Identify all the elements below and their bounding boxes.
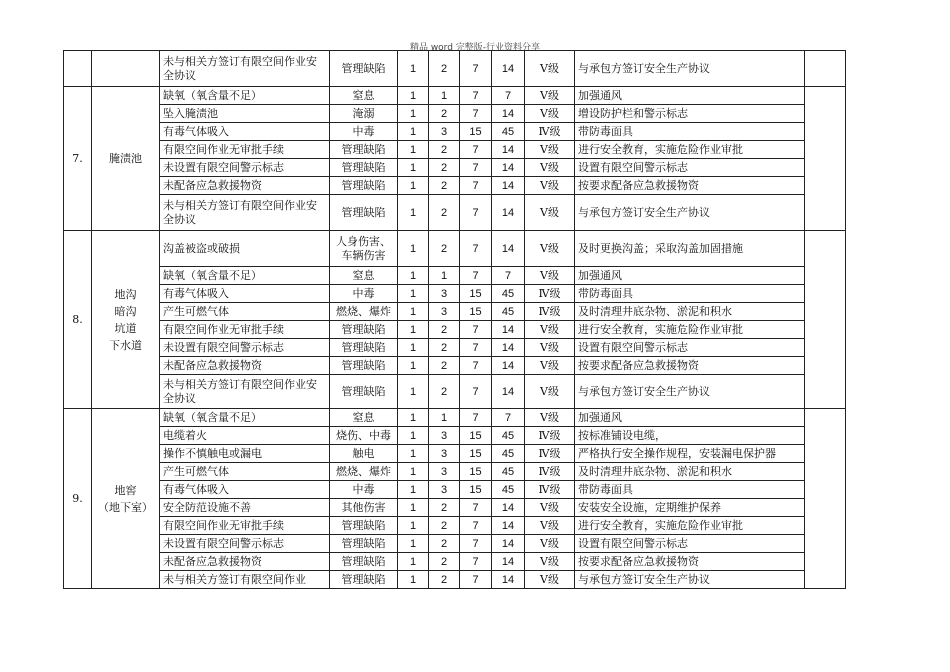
table-row [64,517,846,535]
e-value-cell: 1 [429,409,460,427]
e-value-cell: 2 [429,339,460,357]
risk-level-cell: Ⅴ级 [525,357,575,375]
table-row [64,535,846,553]
e-value-cell: 2 [429,177,460,195]
e-value-cell: 2 [429,553,460,571]
l-value-cell: 1 [398,499,429,517]
c-value-cell: 7 [460,105,492,123]
risk-level-cell: Ⅴ级 [525,499,575,517]
hazard-cell: 缺氧（氧含量不足） [160,267,330,285]
l-value-cell: 1 [398,267,429,285]
page-header: 精品 word 完整版-行业资料分享 [409,43,541,53]
risk-level-cell: Ⅴ级 [525,267,575,285]
hazard-cell: 未配备应急救援物资 [160,553,330,571]
control-measure-cell: 带防毒面具 [575,285,805,303]
item-number-cell: 8. [64,231,92,409]
risk-level-cell: Ⅳ级 [525,445,575,463]
hazard-cell: 电缆着火 [160,427,330,445]
control-measure-cell: 及时更换沟盖；采取沟盖加固措施 [575,231,805,267]
table-row [64,87,846,105]
accident-type-cell: 燃烧、爆炸 [330,463,398,481]
table-row [64,231,846,267]
table-row [64,303,846,321]
hazard-cell: 缺氧（氧含量不足） [160,87,330,105]
control-measure-cell: 与承包方签订安全生产协议 [575,571,805,589]
d-value-cell: 45 [492,285,525,303]
e-value-cell: 2 [429,51,460,87]
control-measure-cell: 设置有限空间警示标志 [575,159,805,177]
e-value-cell: 2 [429,357,460,375]
risk-level-cell: Ⅴ级 [525,177,575,195]
accident-type-cell: 管理缺陷 [330,375,398,409]
item-number-cell [64,51,92,87]
table-row [64,285,846,303]
remarks-cell [805,231,846,409]
e-value-cell: 2 [429,571,460,589]
hazard-cell: 未与相关方签订有限空间作业安全协议 [160,375,330,409]
d-value-cell: 45 [492,463,525,481]
control-measure-cell: 带防毒面具 [575,481,805,499]
d-value-cell: 7 [492,267,525,285]
risk-level-cell: Ⅳ级 [525,481,575,499]
accident-type-cell: 窒息 [330,87,398,105]
d-value-cell: 45 [492,303,525,321]
accident-type-cell: 管理缺陷 [330,357,398,375]
accident-type-cell: 中毒 [330,123,398,141]
c-value-cell: 15 [460,303,492,321]
c-value-cell: 7 [460,553,492,571]
risk-level-cell: Ⅴ级 [525,105,575,123]
location-cell: 地窖 （地下室） [92,409,160,589]
e-value-cell: 2 [429,195,460,231]
l-value-cell: 1 [398,51,429,87]
accident-type-cell: 淹溺 [330,105,398,123]
l-value-cell: 1 [398,303,429,321]
hazard-cell: 操作不慎触电或漏电 [160,445,330,463]
control-measure-cell: 按要求配备应急救援物资 [575,553,805,571]
c-value-cell: 7 [460,141,492,159]
e-value-cell: 3 [429,303,460,321]
e-value-cell: 3 [429,123,460,141]
l-value-cell: 1 [398,571,429,589]
c-value-cell: 7 [460,535,492,553]
remarks-cell [805,409,846,589]
accident-type-cell: 人身伤害、车辆伤害 [330,231,398,267]
l-value-cell: 1 [398,159,429,177]
l-value-cell: 1 [398,445,429,463]
l-value-cell: 1 [398,535,429,553]
e-value-cell: 2 [429,159,460,177]
control-measure-cell: 设置有限空间警示标志 [575,535,805,553]
hazard-cell: 未设置有限空间警示标志 [160,159,330,177]
hazard-cell: 沟盖被盗或破损 [160,231,330,267]
c-value-cell: 7 [460,159,492,177]
c-value-cell: 7 [460,357,492,375]
e-value-cell: 3 [429,463,460,481]
risk-level-cell: Ⅴ级 [525,159,575,177]
control-measure-cell: 进行安全教育，实施危险作业审批 [575,141,805,159]
l-value-cell: 1 [398,123,429,141]
hazard-cell: 未设置有限空间警示标志 [160,535,330,553]
risk-level-cell: Ⅴ级 [525,231,575,267]
c-value-cell: 15 [460,481,492,499]
c-value-cell: 7 [460,571,492,589]
l-value-cell: 1 [398,463,429,481]
c-value-cell: 15 [460,427,492,445]
risk-level-cell: Ⅴ级 [525,375,575,409]
hazard-cell: 有毒气体吸入 [160,481,330,499]
hazard-cell: 坠入腌渍池 [160,105,330,123]
hazard-cell: 安全防范设施不善 [160,499,330,517]
accident-type-cell: 管理缺陷 [330,159,398,177]
c-value-cell: 15 [460,445,492,463]
risk-level-cell: Ⅴ级 [525,517,575,535]
table-row [64,177,846,195]
l-value-cell: 1 [398,177,429,195]
control-measure-cell: 安装安全设施，定期维护保养 [575,499,805,517]
risk-level-cell: Ⅳ级 [525,285,575,303]
d-value-cell: 7 [492,87,525,105]
accident-type-cell: 中毒 [330,481,398,499]
c-value-cell: 15 [460,463,492,481]
control-measure-cell: 进行安全教育，实施危险作业审批 [575,321,805,339]
l-value-cell: 1 [398,357,429,375]
d-value-cell: 14 [492,321,525,339]
c-value-cell: 7 [460,499,492,517]
control-measure-cell: 与承包方签订安全生产协议 [575,51,805,87]
table-row [64,51,846,87]
e-value-cell: 2 [429,231,460,267]
location-cell: 地沟 暗沟 坑道 下水道 [92,231,160,409]
l-value-cell: 1 [398,375,429,409]
accident-type-cell: 管理缺陷 [330,195,398,231]
d-value-cell: 7 [492,409,525,427]
risk-level-cell: Ⅴ级 [525,195,575,231]
c-value-cell: 7 [460,87,492,105]
hazard-cell: 有毒气体吸入 [160,123,330,141]
control-measure-cell: 设置有限空间警示标志 [575,339,805,357]
risk-level-cell: Ⅴ级 [525,141,575,159]
hazard-cell: 未配备应急救援物资 [160,177,330,195]
l-value-cell: 1 [398,321,429,339]
l-value-cell: 1 [398,87,429,105]
hazard-cell: 未与相关方签订有限空间作业 [160,571,330,589]
hazard-cell: 有毒气体吸入 [160,285,330,303]
table-row [64,427,846,445]
control-measure-cell: 按要求配备应急救援物资 [575,357,805,375]
table-row [64,481,846,499]
e-value-cell: 2 [429,321,460,339]
c-value-cell: 7 [460,517,492,535]
table-row [64,105,846,123]
l-value-cell: 1 [398,517,429,535]
table-row [64,553,846,571]
e-value-cell: 2 [429,141,460,159]
d-value-cell: 45 [492,445,525,463]
c-value-cell: 7 [460,321,492,339]
table-row [64,409,846,427]
risk-level-cell: Ⅴ级 [525,339,575,357]
location-cell [92,51,160,87]
l-value-cell: 1 [398,553,429,571]
accident-type-cell: 管理缺陷 [330,517,398,535]
control-measure-cell: 与承包方签订安全生产协议 [575,375,805,409]
risk-level-cell: Ⅴ级 [525,51,575,87]
table-row [64,499,846,517]
hazard-assessment-table [63,50,846,589]
control-measure-cell: 带防毒面具 [575,123,805,141]
d-value-cell: 14 [492,159,525,177]
d-value-cell: 14 [492,51,525,87]
d-value-cell: 14 [492,141,525,159]
table-row [64,445,846,463]
accident-type-cell: 触电 [330,445,398,463]
c-value-cell: 7 [460,267,492,285]
table-row [64,339,846,357]
l-value-cell: 1 [398,231,429,267]
l-value-cell: 1 [398,427,429,445]
accident-type-cell: 管理缺陷 [330,553,398,571]
hazard-cell: 未设置有限空间警示标志 [160,339,330,357]
e-value-cell: 2 [429,499,460,517]
c-value-cell: 7 [460,177,492,195]
d-value-cell: 14 [492,553,525,571]
control-measure-cell: 按标准铺设电缆， [575,427,805,445]
c-value-cell: 7 [460,339,492,357]
risk-level-cell: Ⅳ级 [525,463,575,481]
control-measure-cell: 加强通风 [575,409,805,427]
e-value-cell: 2 [429,375,460,409]
control-measure-cell: 及时清理井底杂物、淤泥和积水 [575,463,805,481]
hazard-cell: 未与相关方签订有限空间作业安全协议 [160,51,330,87]
e-value-cell: 3 [429,445,460,463]
risk-level-cell: Ⅴ级 [525,571,575,589]
control-measure-cell: 与承包方签订安全生产协议 [575,195,805,231]
c-value-cell: 7 [460,231,492,267]
d-value-cell: 14 [492,231,525,267]
d-value-cell: 14 [492,105,525,123]
l-value-cell: 1 [398,105,429,123]
d-value-cell: 14 [492,177,525,195]
e-value-cell: 3 [429,427,460,445]
risk-level-cell: Ⅳ级 [525,427,575,445]
table-row [64,267,846,285]
d-value-cell: 45 [492,123,525,141]
hazard-cell: 未与相关方签订有限空间作业安全协议 [160,195,330,231]
hazard-cell: 有限空间作业无审批手续 [160,517,330,535]
item-number-cell: 9. [64,409,92,589]
table-row [64,375,846,409]
e-value-cell: 2 [429,517,460,535]
d-value-cell: 14 [492,499,525,517]
accident-type-cell: 燃烧、爆炸 [330,303,398,321]
control-measure-cell: 按要求配备应急救援物资 [575,177,805,195]
table-row [64,463,846,481]
accident-type-cell: 其他伤害 [330,499,398,517]
l-value-cell: 1 [398,141,429,159]
accident-type-cell: 窒息 [330,409,398,427]
accident-type-cell: 管理缺陷 [330,141,398,159]
d-value-cell: 14 [492,517,525,535]
control-measure-cell: 加强通风 [575,87,805,105]
accident-type-cell: 中毒 [330,285,398,303]
control-measure-cell: 严格执行安全操作规程，安装漏电保护器 [575,445,805,463]
d-value-cell: 14 [492,339,525,357]
c-value-cell: 15 [460,123,492,141]
risk-level-cell: Ⅴ级 [525,321,575,339]
e-value-cell: 3 [429,285,460,303]
control-measure-cell: 加强通风 [575,267,805,285]
location-cell: 腌渍池 [92,87,160,231]
risk-level-cell: Ⅴ级 [525,535,575,553]
l-value-cell: 1 [398,481,429,499]
e-value-cell: 2 [429,535,460,553]
d-value-cell: 14 [492,375,525,409]
d-value-cell: 14 [492,535,525,553]
d-value-cell: 14 [492,195,525,231]
l-value-cell: 1 [398,195,429,231]
accident-type-cell: 管理缺陷 [330,177,398,195]
l-value-cell: 1 [398,285,429,303]
c-value-cell: 7 [460,51,492,87]
hazard-cell: 产生可燃气体 [160,463,330,481]
e-value-cell: 3 [429,481,460,499]
risk-level-cell: Ⅴ级 [525,87,575,105]
hazard-cell: 缺氧（氧含量不足） [160,409,330,427]
accident-type-cell: 窒息 [330,267,398,285]
table-row [64,141,846,159]
accident-type-cell: 管理缺陷 [330,321,398,339]
hazard-cell: 产生可燃气体 [160,303,330,321]
c-value-cell: 7 [460,195,492,231]
c-value-cell: 7 [460,409,492,427]
hazard-cell: 有限空间作业无审批手续 [160,141,330,159]
accident-type-cell: 管理缺陷 [330,339,398,357]
control-measure-cell: 及时清理井底杂物、淤泥和积水 [575,303,805,321]
table-row [64,571,846,589]
remarks-cell [805,87,846,231]
table-row [64,159,846,177]
c-value-cell: 15 [460,285,492,303]
item-number-cell: 7. [64,87,92,231]
d-value-cell: 45 [492,427,525,445]
e-value-cell: 1 [429,267,460,285]
accident-type-cell: 烧伤、中毒 [330,427,398,445]
table-row [64,357,846,375]
l-value-cell: 1 [398,339,429,357]
hazard-cell: 未配备应急救援物资 [160,357,330,375]
e-value-cell: 1 [429,87,460,105]
hazard-cell: 有限空间作业无审批手续 [160,321,330,339]
d-value-cell: 14 [492,357,525,375]
table-row [64,321,846,339]
risk-level-cell: Ⅴ级 [525,553,575,571]
control-measure-cell: 增设防护栏和警示标志 [575,105,805,123]
control-measure-cell: 进行安全教育，实施危险作业审批 [575,517,805,535]
risk-level-cell: Ⅳ级 [525,123,575,141]
remarks-cell [805,51,846,87]
table-row [64,195,846,231]
risk-level-cell: Ⅴ级 [525,409,575,427]
c-value-cell: 7 [460,375,492,409]
e-value-cell: 2 [429,105,460,123]
accident-type-cell: 管理缺陷 [330,51,398,87]
risk-level-cell: Ⅳ级 [525,303,575,321]
d-value-cell: 45 [492,481,525,499]
d-value-cell: 14 [492,571,525,589]
table-body [64,51,846,589]
accident-type-cell: 管理缺陷 [330,535,398,553]
l-value-cell: 1 [398,409,429,427]
accident-type-cell: 管理缺陷 [330,571,398,589]
table-row [64,123,846,141]
